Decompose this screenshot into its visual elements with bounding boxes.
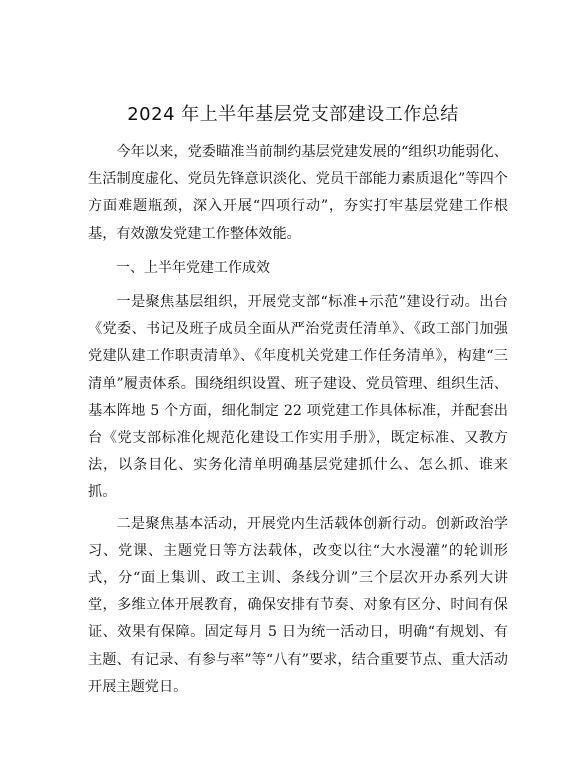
document-title: 2024 年上半年基层党支部建设工作总结 [127,104,459,125]
paragraph-2: 二是聚焦基本活动，开展党内生活载体创新行动。创新政治学习、党课、主题党日等方法载体，改变以往“大水漫灌”的轮训形式，分“面上集训、政工主训、条线分训”三个层次开办系列大讲堂，多维立体开展教育，确保安排有节奏、对象有区分、时间有保证、效果有保障。固定每月 5 日为统一活动日，明确“有规划、有主题、有记录、有参与率”等“八有”要求，结合重要节点、重大活动开展主题党日。 [88,515,508,695]
intro-paragraph: 今年以来，党委瞄准当前制约基层党建发展的“组织功能弱化、生活制度虚化、党员先锋意识淡化、党员干部能力素质退化”等四个方面难题瓶颈，深入开展“四项行动”，夯实打牢基层党建工作根基，有效激发党建工作整体效能。 [88,144,508,242]
paragraph-gap [88,248,508,252]
paragraph-1: 一是聚焦基层组织，开展党支部“标准+示范”建设行动。出台《党委、书记及班子成员全面从严治党责任清单》、《政工部门加强党建队建工作职责清单》、《年度机关党建工作任务清单》，构建“三清单”履责体系。围绕组织设置、班子建设、党员管理、组织生活、基本阵地 5 个方面，细化制定 22 项党建工作具体标准，并配套出台《党支部标准化规范化建设工作实用手册》，既定标准、又教方法，以条目化、实务化清单明确基层党建抓什么、怎么抓、谁来抓。 [88,294,508,501]
section-heading: 一、上半年党建工作成效 [116,259,270,276]
document-body [88,139,508,701]
